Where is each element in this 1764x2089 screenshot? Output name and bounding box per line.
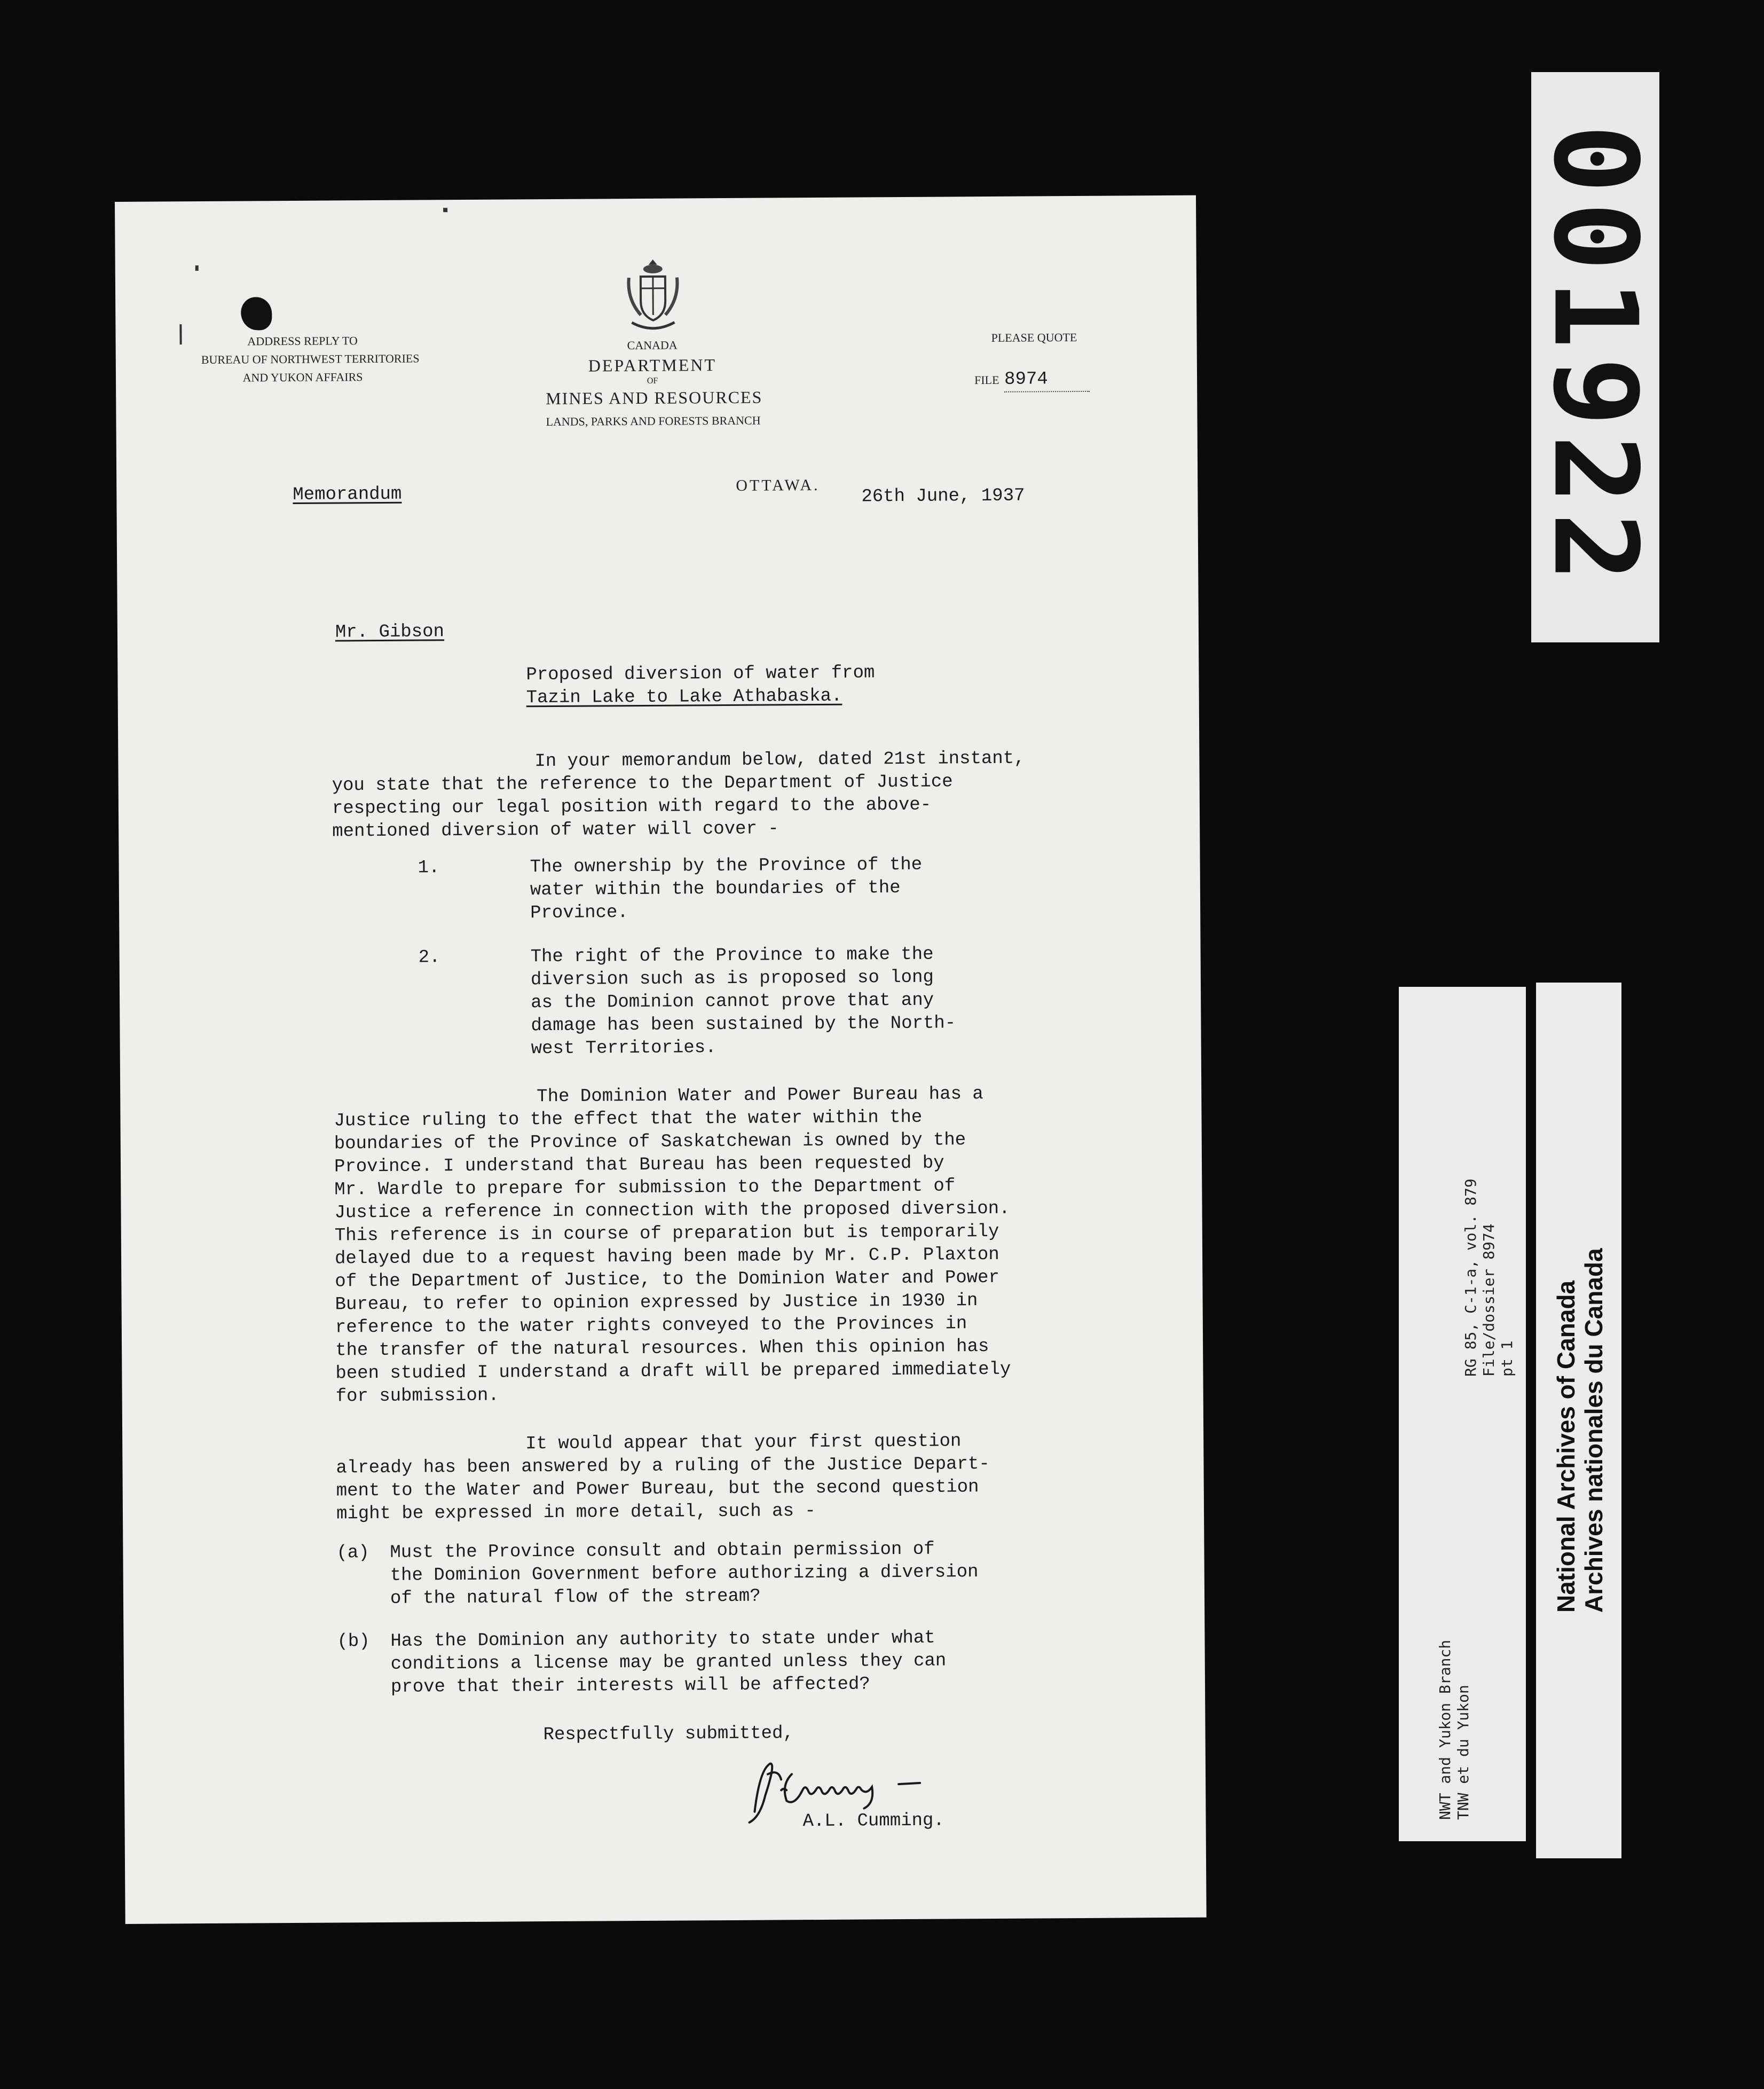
paragraph-line: the transfer of the natural resources. When this opinion has (335, 1337, 989, 1361)
national-archives-label (1536, 983, 1621, 1858)
coat-of-arms-icon (624, 256, 683, 334)
paragraph-line: ment to the Water and Power Bureau, but the second question (336, 1477, 979, 1502)
paper-mark (179, 324, 182, 344)
question-line: Must the Province consult and obtain permission of (390, 1539, 935, 1563)
item-line: water within the boundaries of the (530, 878, 901, 901)
closing-line: Respectfully submitted, (543, 1723, 794, 1746)
file-label: FILE (974, 373, 999, 387)
memo-page (115, 195, 1207, 1924)
paragraph-3 (336, 1430, 990, 1526)
question-line: prove that their interests will be affected? (390, 1674, 870, 1698)
reference-line: TNW et du Yukon (1454, 1685, 1472, 1820)
paragraph-line: boundaries of the Province of Saskatchewan is owned by the (334, 1130, 966, 1155)
department-title: DEPARTMENT (588, 355, 717, 375)
item-line: The ownership by the Province of the (530, 854, 923, 878)
paragraph-1 (332, 748, 1025, 844)
department-of: OF (647, 376, 658, 386)
question-line: conditions a license may be granted unless they can (390, 1651, 947, 1675)
memo-date: 26th June, 1937 (861, 485, 1025, 507)
reference-line: File/dossier 8974 (1480, 1223, 1498, 1377)
question-label: (a) (336, 1543, 369, 1564)
country-label: CANADA (627, 338, 678, 352)
addressee: Mr. Gibson (335, 622, 445, 643)
paper-mark (443, 208, 447, 212)
ink-blot (241, 297, 272, 330)
paragraph-line: This reference is in course of preparation but is temporarily (334, 1221, 999, 1246)
branch-name: LANDS, PARKS AND FORESTS BRANCH (546, 413, 761, 429)
question-line: Has the Dominion any authority to state under what (390, 1628, 935, 1652)
signatory-name: A.L. Cumming. (802, 1810, 944, 1832)
paragraph-line: Justice ruling to the effect that the water within the (334, 1107, 923, 1132)
paragraph-line: of the Department of Justice, to the Dominion Water and Power (335, 1267, 1000, 1292)
reference-line: pt 1 (1498, 1340, 1516, 1377)
paragraph-line: for submission. (335, 1385, 499, 1407)
paragraph-line: It would appear that your first question (525, 1431, 962, 1455)
paragraph-line: already has been answered by a ruling of the Justice Depart- (336, 1454, 990, 1479)
paragraph-line: The Dominion Water and Power Bureau has a (537, 1084, 983, 1108)
paragraph-2 (334, 1083, 1011, 1409)
item-line: as the Dominion cannot prove that any (531, 990, 934, 1014)
subject-line: Tazin Lake to Lake Athabaska. (526, 686, 842, 709)
item-number: 1. (418, 858, 440, 878)
question-line: of the natural flow of the stream? (390, 1586, 761, 1609)
file-number: 8974 (1004, 368, 1090, 392)
item-line: damage has been sustained by the North- (531, 1013, 956, 1036)
address-reply-line: ADDRESS REPLY TO (247, 334, 358, 348)
paragraph-line: Province. I understand that Bureau has been requested by (334, 1153, 944, 1177)
subject-block (526, 662, 875, 710)
item-text (531, 943, 956, 1061)
question-line: the Dominion Government before authorizing a diversion (390, 1562, 979, 1586)
address-reply-line: AND YUKON AFFAIRS (242, 370, 363, 384)
question-text (390, 1627, 946, 1699)
archive-reference-label (1399, 987, 1526, 1841)
paper-mark (195, 265, 199, 271)
reference-branch-text (1436, 1640, 1472, 1820)
subject-line: Proposed diversion of water from (526, 663, 875, 686)
address-reply-block (201, 332, 420, 387)
paragraph-line: delayed due to a request having been made by Mr. C.P. Plaxton (334, 1244, 999, 1269)
archives-name-text (1552, 1248, 1608, 1613)
item-line: The right of the Province to make the (530, 944, 934, 968)
item-text (530, 854, 922, 925)
ministry-name: MINES AND RESOURCES (546, 387, 763, 409)
archives-name-line: National Archives of Canada (1552, 1280, 1580, 1613)
frame-counter (1528, 72, 1663, 642)
paragraph-line: Bureau, to refer to opinion expressed by Justice in 1930 in (335, 1291, 978, 1315)
reference-line: NWT and Yukon Branch (1436, 1639, 1454, 1820)
place-label: OTTAWA. (736, 476, 820, 494)
paragraph-line: mentioned diversion of water will cover - (332, 819, 779, 842)
paragraph-line: Justice a reference in connection with the proposed diversion. (334, 1198, 1010, 1223)
file-number-line (974, 368, 1090, 392)
item-line: Province. (530, 902, 628, 924)
address-reply-line: BUREAU OF NORTHWEST TERRITORIES (201, 351, 420, 367)
paragraph-line: might be expressed in more detail, such as - (336, 1501, 816, 1525)
question-label: (b) (337, 1631, 370, 1652)
memo-type: Memorandum (293, 484, 402, 505)
paragraph-line: respecting our legal position with regard to the above- (332, 795, 932, 819)
item-number: 2. (418, 947, 440, 968)
question-text (390, 1538, 979, 1611)
frame-number: 001922 (1528, 124, 1663, 591)
archives-name-line: Archives nationales du Canada (1580, 1248, 1608, 1613)
paragraph-line: been studied I understand a draft will be prepared immediately (335, 1359, 1011, 1384)
department-block (546, 336, 763, 434)
item-line: west Territories. (531, 1038, 716, 1059)
paragraph-line: reference to the water rights conveyed to the Provinces in (335, 1314, 967, 1338)
please-quote-label: PLEASE QUOTE (991, 330, 1077, 344)
paragraph-line: Mr. Wardle to prepare for submission to the Department of (334, 1176, 956, 1200)
reference-line: RG 85, C-1-a, vol. 879 (1462, 1179, 1479, 1377)
paragraph-line: you state that the reference to the Department of Justice (332, 772, 953, 796)
reference-file-text (1462, 1179, 1516, 1377)
item-line: diversion such as is proposed so long (530, 967, 934, 991)
paragraph-line: In your memorandum below, dated 21st instant, (534, 748, 1025, 772)
